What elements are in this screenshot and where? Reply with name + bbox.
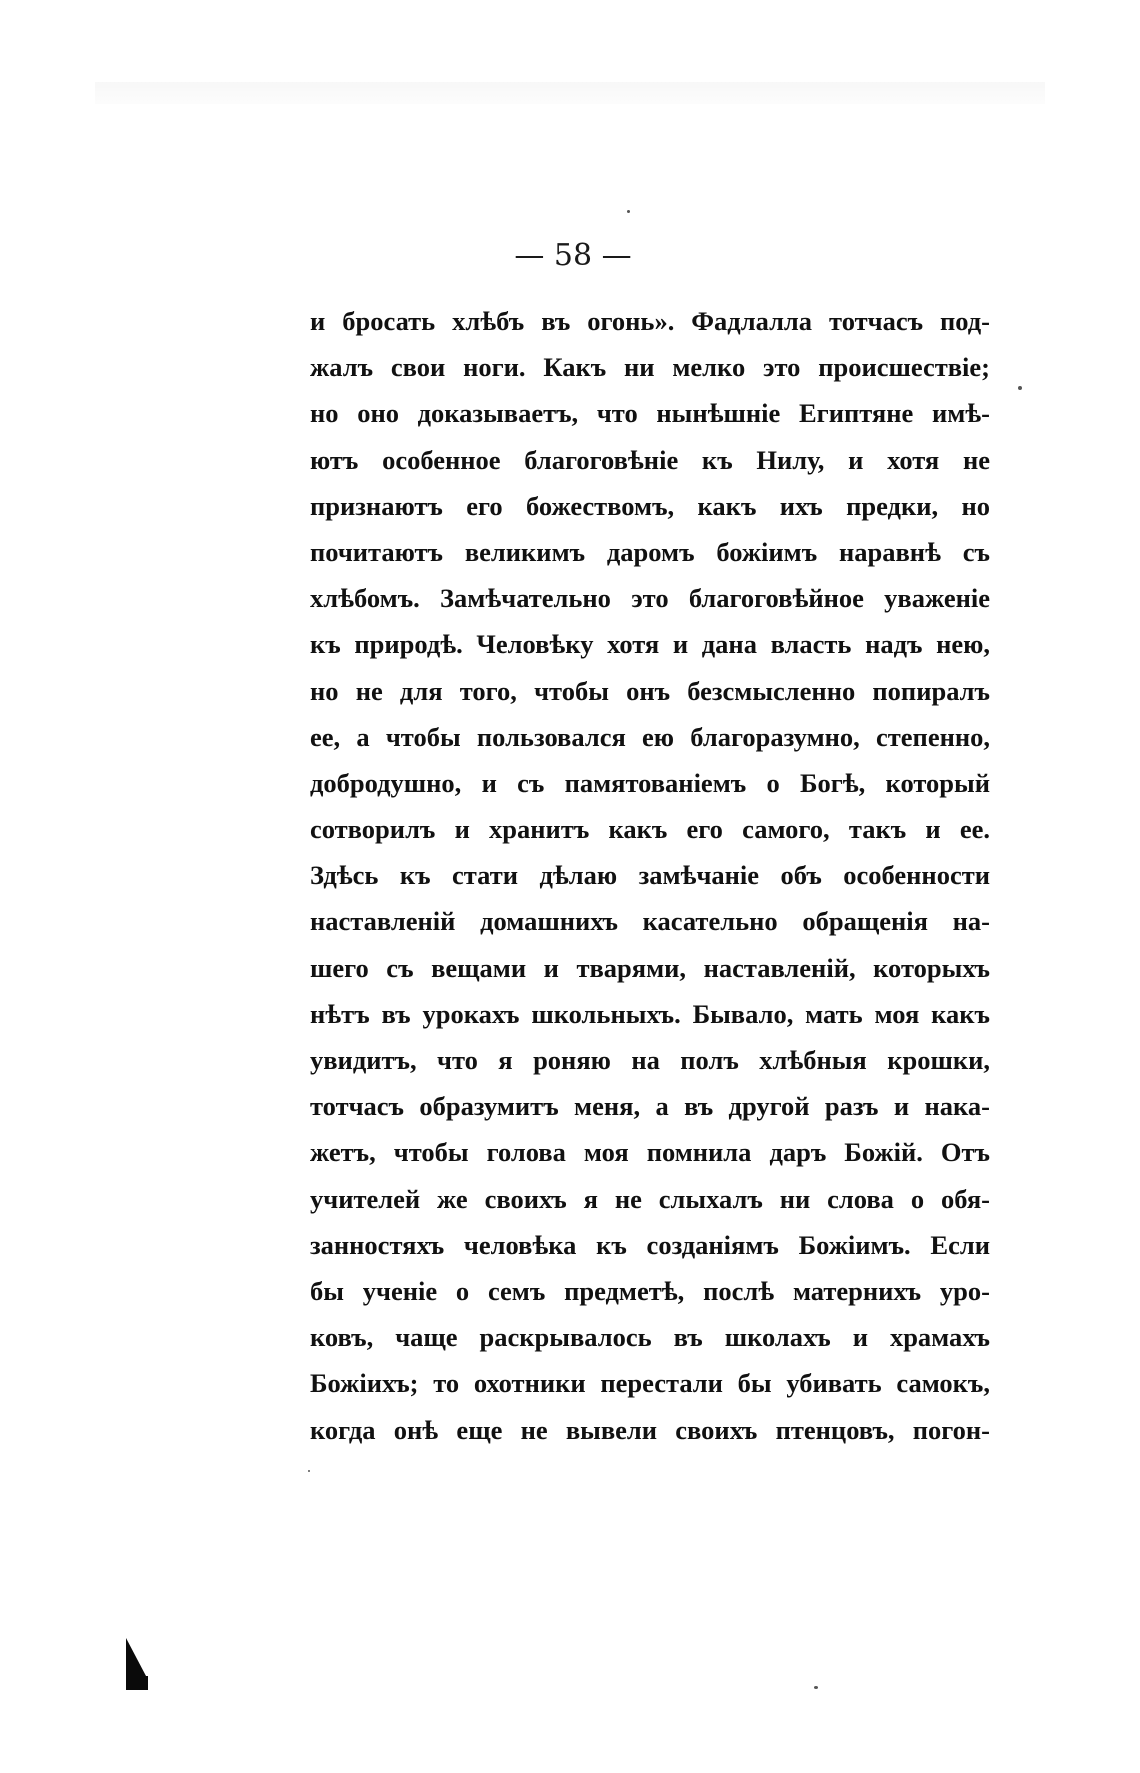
- text-line: Божіихъ; то охотники перестали бы убивать самокъ,: [310, 1368, 990, 1399]
- text-line: Здѣсь къ стати дѣлаю замѣчаніе объ особенности: [310, 860, 990, 891]
- page-number: — 58 —: [514, 238, 632, 273]
- text-line: и бросать хлѣбъ въ огонь». Фадлалла тотчасъ под-: [310, 306, 990, 336]
- body-text: [310, 298, 990, 1453]
- scan-shadow-band: [95, 82, 1045, 104]
- binding-edge-mark: [126, 1638, 146, 1676]
- text-line: бы ученіе о семъ предметѣ, послѣ матернихъ уро-: [310, 1275, 990, 1306]
- scan-speck: [814, 1686, 818, 1689]
- text-line: тотчасъ образумитъ меня, а въ другой разъ и нака-: [310, 1091, 990, 1122]
- text-line: нѣтъ въ урокахъ школьныхъ. Бывало, мать моя какъ: [310, 998, 990, 1029]
- text-line: сотворилъ и хранитъ какъ его самого, такъ и ее.: [310, 814, 990, 845]
- text-line: жалъ свои ноги. Какъ ни мелко это происшествіе;: [310, 352, 990, 383]
- text-line: но не для того, чтобы онъ безсмысленно попиралъ: [310, 675, 990, 706]
- text-line: ковъ, чаще раскрывалось въ школахъ и храмахъ: [310, 1322, 990, 1353]
- text-line: шего съ вещами и тварями, наставленій, которыхъ: [310, 952, 990, 983]
- text-line: признаютъ его божествомъ, какъ ихъ предки, но: [310, 490, 990, 521]
- text-line: ее, а чтобы пользовался ею благоразумно, степенно,: [310, 721, 990, 752]
- text-line: почитаютъ великимъ даромъ божіимъ наравнѣ съ: [310, 536, 990, 567]
- text-line: учителей же своихъ я не слыхалъ ни слова о обя-: [310, 1183, 990, 1214]
- text-line: когда онѣ еще не вывели своихъ птенцовъ, погон-: [310, 1414, 990, 1445]
- text-line: хлѣбомъ. Замѣчательно это благоговѣйное уваженіе: [310, 583, 990, 614]
- text-line: увидитъ, что я роняю на полъ хлѣбныя крошки,: [310, 1045, 990, 1075]
- binding-edge-mark-base: [126, 1676, 148, 1690]
- text-line: добродушно, и съ памятованіемъ о Богѣ, который: [310, 767, 990, 798]
- scan-speck: [308, 1470, 310, 1472]
- text-line: но оно доказываетъ, что нынѣшніе Египтяне имѣ-: [310, 398, 990, 429]
- text-line: ютъ особенное благоговѣніе къ Нилу, и хотя не: [310, 444, 990, 475]
- scan-speck: [1018, 386, 1022, 390]
- text-line: къ природѣ. Человѣку хотя и дана власть надъ нею,: [310, 629, 990, 660]
- text-line: занностяхъ человѣка къ созданіямъ Божіимъ. Если: [310, 1229, 990, 1260]
- text-line: наставленій домашнихъ касательно обращенія на-: [310, 906, 990, 937]
- scan-speck: [627, 210, 630, 213]
- text-line: жетъ, чтобы голова моя помнила даръ Божій. Отъ: [310, 1137, 990, 1168]
